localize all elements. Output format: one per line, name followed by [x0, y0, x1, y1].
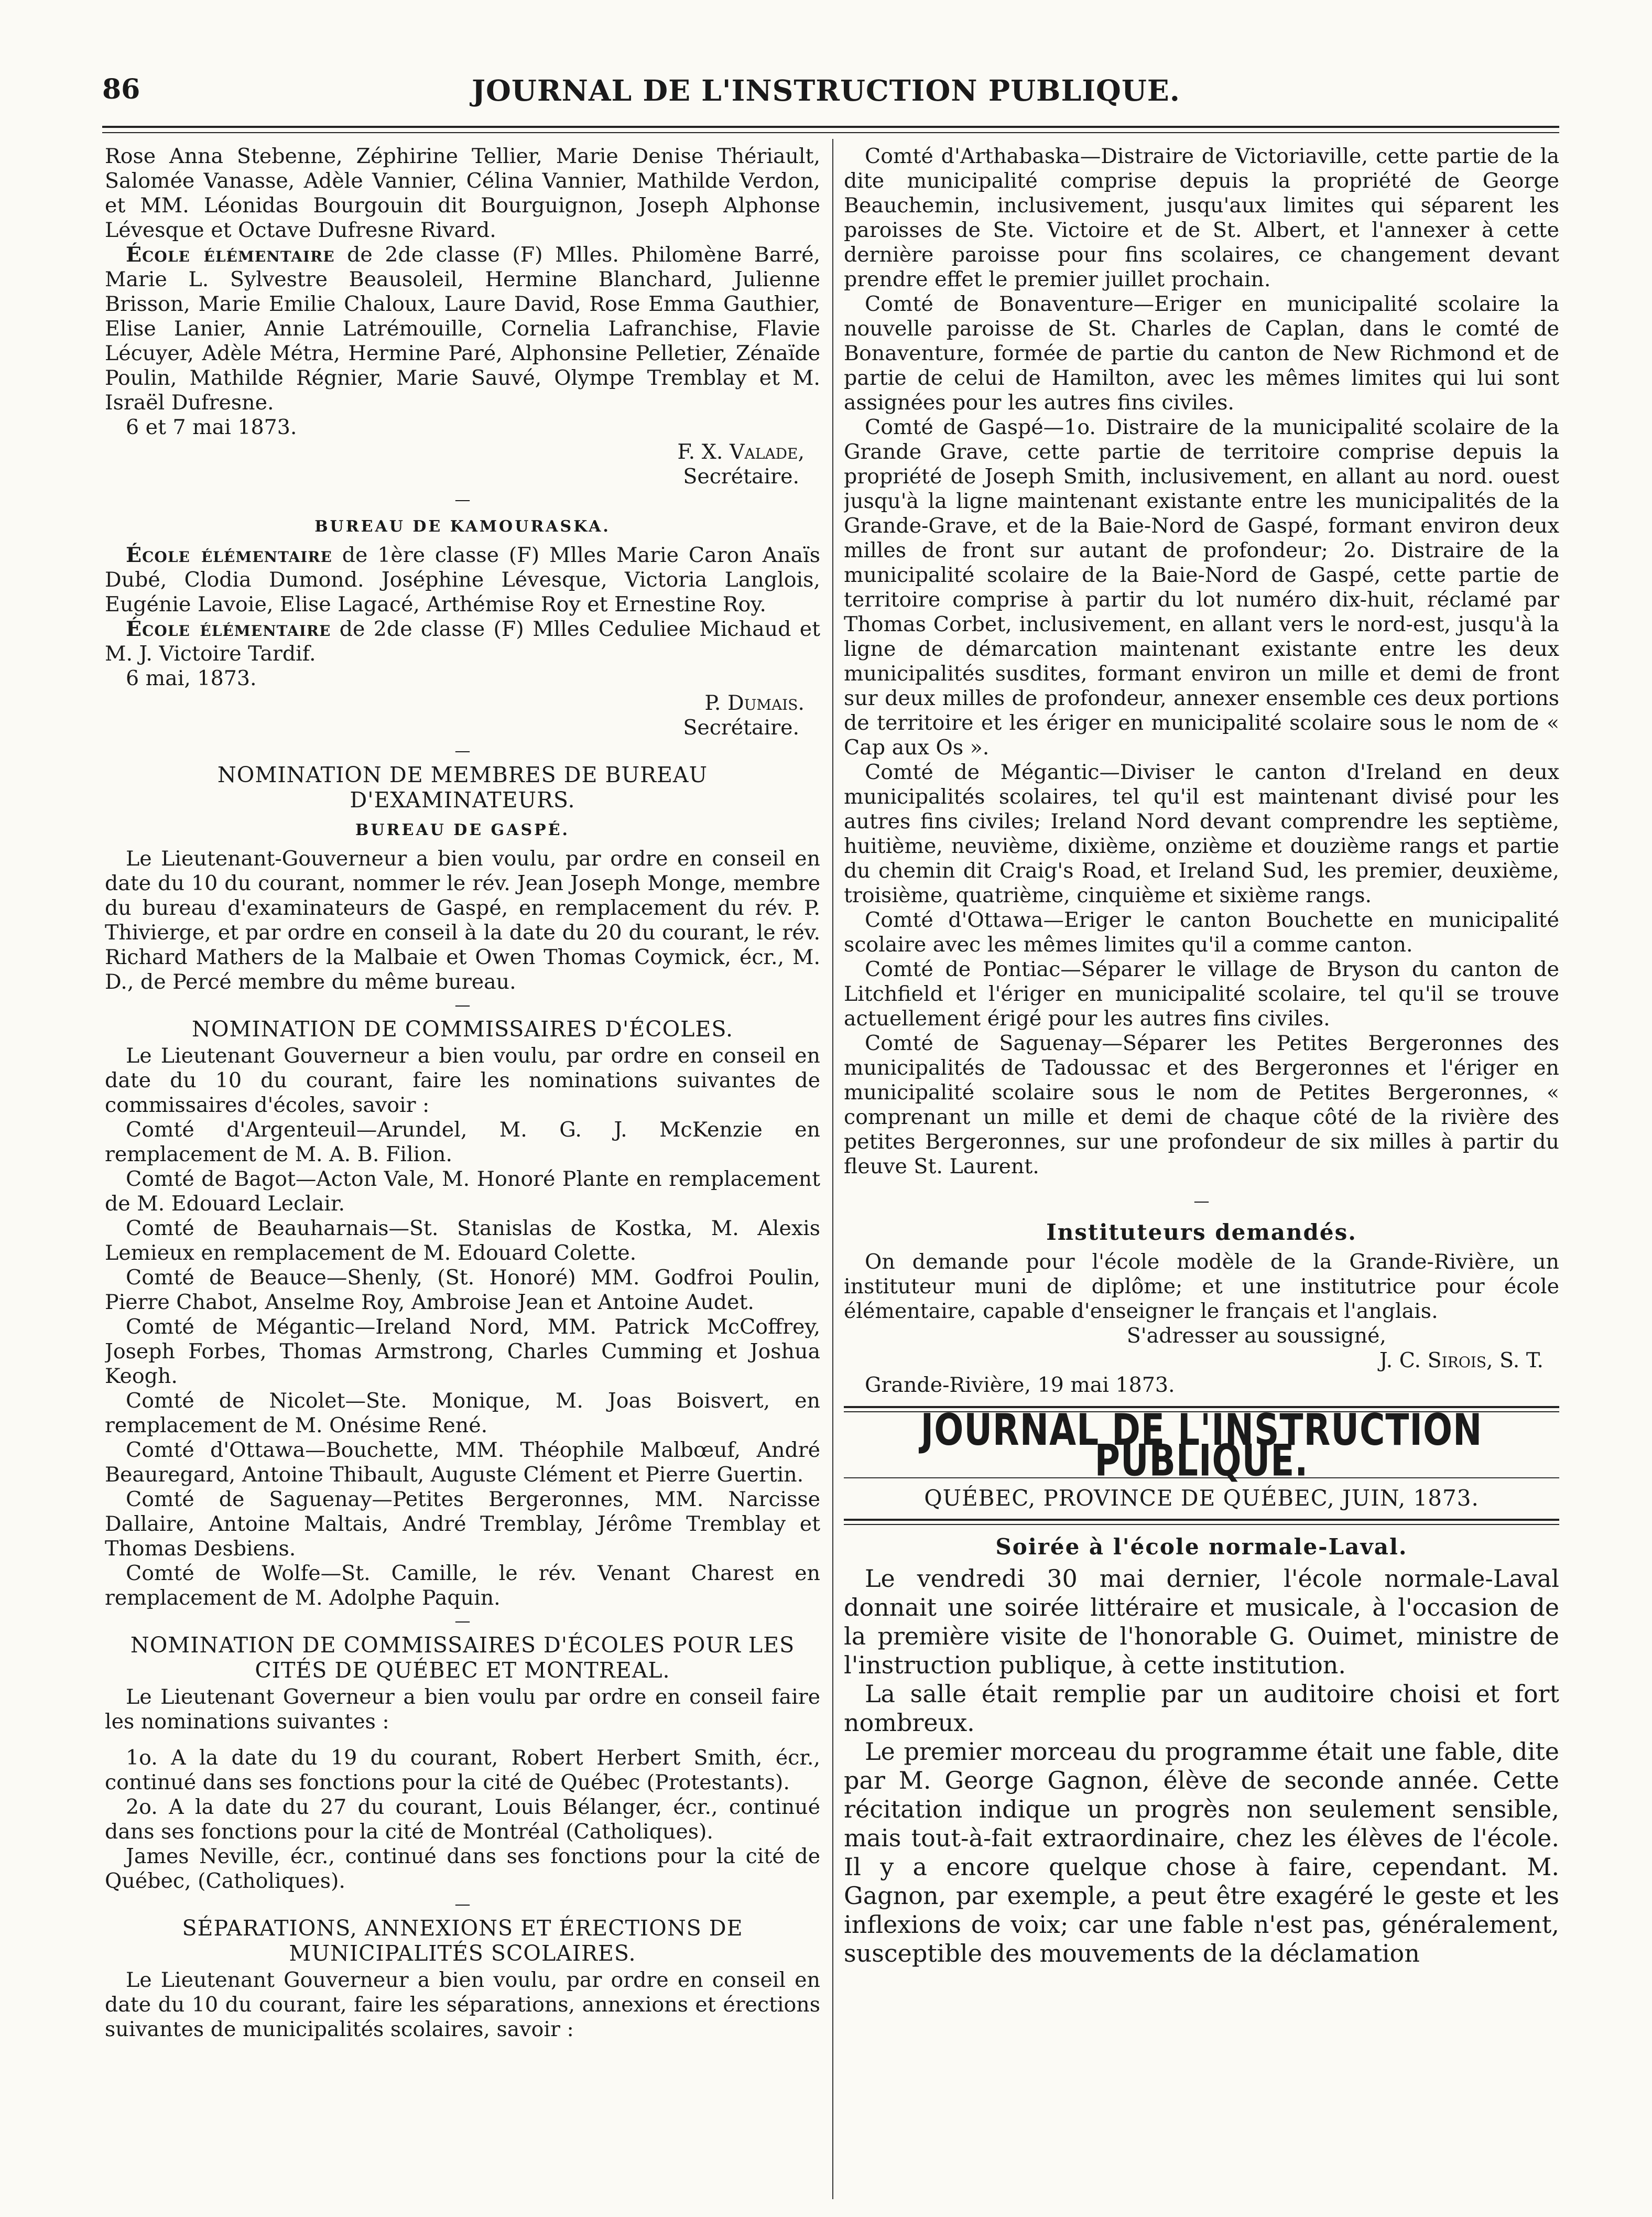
- section-heading: SÉPARATIONS, ANNEXIONS ET ÉRECTIONS DE MUNICIPALITÉS SCOLAIRES.: [182, 1916, 743, 1966]
- masthead: JOURNAL DE L'INSTRUCTION PUBLIQUE.: [920, 1404, 1483, 1486]
- section-heading: NOMINATION DE COMMISSAIRES D'ÉCOLES POUR LES CITÉS DE QUÉBEC ET MONTREAL.: [130, 1632, 795, 1683]
- top-rule: [102, 126, 1559, 133]
- bureau-heading: BUREAU DE GASPÉ.: [355, 821, 570, 839]
- paragraph: Le Lieutenant Gouverneur a bien voulu, par ordre en conseil en date du 10 du courant, faire les nominations suivantes de commissaires d'écoles, savoir :: [105, 1044, 820, 1117]
- comte-entry: Comté de Gaspé—1o. Distraire de la municipalité scolaire de la Grande Grave, cette partie de territoire comprise depuis la propriété de Joseph Smith, inclusivement, en allant au nord. ouest jusqu'à la ligne maintenant existante entre les municipalités de la Grande-Grave, et de la Baie-Nord de Gaspé, formant environ deux milles de front sur autant de profondeur; 2o. Distraire de la municipalité scolaire de la Baie-Nord de Gaspé, cette partie de territoire comprise à partir du lot numéro dix-huit, réclamé par Thomas Corbet, inclusivement, en allant vers le nord-est, jusqu'à la ligne de démarcation maintenant existante entre les deux municipalités susdites, formant environ un mille et demi de front sur deux milles de profondeur, annexer ensemble ces deux portions de territoire et les ériger en municipalité scolaire sous le nom de « Cap aux Os ».: [844, 415, 1559, 760]
- double-rule: [844, 1519, 1559, 1525]
- paragraph: 2o. A la date du 27 du courant, Louis Bélanger, écr., continué dans ses fonctions pour la cité de Montréal (Catholiques).: [105, 1795, 820, 1844]
- page-number: 86: [102, 73, 140, 105]
- signature-name: P. Dumais.: [704, 691, 805, 715]
- spacer: [105, 1734, 820, 1746]
- address-line: S'adresser au soussigné,: [1126, 1324, 1386, 1348]
- comte-entry: Comté d'Argenteuil—Arundel, M. G. J. McKenzie en remplacement de M. A. B. Filion.: [105, 1118, 820, 1166]
- date: 6 mai, 1873.: [126, 666, 257, 690]
- comte-entry: Comté de Pontiac—Séparer le village de Bryson du canton de Litchfield et l'ériger en municipalité scolaire, tel qu'il se trouve actuellement érigé pour les autres fins civiles.: [844, 957, 1559, 1031]
- signature-name: J. C. Sirois, S. T.: [1379, 1348, 1544, 1372]
- comte-entry: Comté de Nicolet—Ste. Monique, M. Joas Boisvert, en remplacement de M. Onésime René.: [105, 1389, 820, 1437]
- paragraph: [105, 243, 820, 415]
- signature-name: F. X. Valade,: [677, 440, 805, 464]
- right-column: [844, 144, 1559, 2199]
- paragraph: 1o. A la date du 19 du courant, Robert Herbert Smith, écr., continué dans ses fonctions pour la cité de Québec (Protestants).: [105, 1746, 820, 1794]
- separator-dash: —: [454, 491, 471, 509]
- bureau-heading: BUREAU DE KAMOURASKA.: [314, 517, 611, 536]
- date: 6 et 7 mai 1873.: [126, 415, 297, 439]
- comte-entry: Comté d'Ottawa—Bouchette, MM. Théophile Malbœuf, André Beauregard, Antoine Thibault, Auguste Clément et Pierre Guertin.: [105, 1438, 820, 1487]
- column-divider: [832, 139, 833, 2199]
- separator-dash: —: [454, 1895, 471, 1913]
- signature: [105, 440, 820, 464]
- paragraph: [105, 543, 820, 617]
- article-heading: Soirée à l'école normale-Laval.: [995, 1534, 1408, 1560]
- spacer: [844, 1179, 1559, 1191]
- comte-entry: Comté de Mégantic—Ireland Nord, MM. Patrick McCoffrey, Joseph Forbes, Thomas Armstrong, Charles Cumming et Joshua Keogh.: [105, 1315, 820, 1388]
- separator-dash: —: [454, 742, 471, 760]
- left-column: [105, 144, 820, 2199]
- paragraph-text: de 1ère classe (F) Mlles Marie Caron Anaïs Dubé, Clodia Dumond. Joséphine Lévesque, Victoria Langlois, Eugénie Lavoie, Elise Lagacé, Arthémise Roy et Ernestine Roy.: [105, 543, 820, 617]
- paragraph: Le premier morceau du programme était une fable, dite par M. George Gagnon, élève de seconde année. Cette récitation indique un progrès non seulement sensible, mais tout-à-fait extraordinaire, chez les élèves de l'école. Il y a encore quelque chose à faire, cependant. M. Gagnon, par exemple, a peut être exagéré le geste et les inflexions de voix; car une fable n'est pas, généralement, susceptible des mouvements de la déclamation: [844, 1737, 1559, 1967]
- school-label: École élémentaire: [126, 243, 335, 267]
- comte-entry: Comté de Bonaventure—Eriger en municipalité scolaire la nouvelle paroisse de St. Charles de Caplan, dans le comté de Bonaventure, formée de partie du canton de New Richmond et de partie de celui de Hamilton, avec les mêmes limites qui lui sont assignées pour les autres fins civiles.: [844, 292, 1559, 415]
- paragraph: [105, 617, 820, 666]
- notice-heading: Instituteurs demandés.: [1046, 1219, 1357, 1245]
- section-heading: NOMINATION DE COMMISSAIRES D'ÉCOLES.: [192, 1016, 733, 1042]
- paragraph: Rose Anna Stebenne, Zéphirine Tellier, Marie Denise Thériault, Salomée Vanasse, Adèle Vannier, Célina Vannier, Mathilde Verdon, et MM. Léonidas Bourgouin dit Bourguignon, Joseph Alphonse Lévesque et Octave Dufresne Rivard.: [105, 144, 820, 242]
- comte-entry: Comté d'Ottawa—Eriger le canton Bouchette en municipalité scolaire avec les mêmes limites qu'il a comme canton.: [844, 908, 1559, 957]
- paragraph: La salle était remplie par un auditoire choisi et fort nombreux.: [844, 1680, 1559, 1737]
- school-label: École élémentaire: [126, 543, 332, 567]
- paragraph: Le Lieutenant Gouverneur a bien voulu, par ordre en conseil en date du 10 du courant, faire les séparations, annexions et érections suivantes de municipalités scolaires, savoir :: [105, 1968, 820, 2041]
- comte-entry: Comté de Mégantic—Diviser le canton d'Ireland en deux municipalités scolaires, tel qu'il est maintenant divisé pour les autres fins civiles; Ireland Nord devant comprendre les septième, huitième, neuvième, dixième, onzième et douzième rangs et partie du chemin dit Craig's Road, et Ireland Sud, les premier, deuxième, troisième, quatrième, cinquième et sixième rangs.: [844, 760, 1559, 907]
- paragraph: Le Lieutenant-Gouverneur a bien voulu, par ordre en conseil en date du 10 du courant, nommer le rév. Jean Joseph Monge, membre du bureau d'examinateurs de Gaspé, en remplacement du rév. P. Thivierge, et par ordre en conseil à la date du 20 du courant, le rév. Richard Mathers de la Malbaie et Owen Thomas Coymick, écr., M. D., de Percé membre du même bureau.: [105, 847, 820, 994]
- comte-entry: Comté de Wolfe—St. Camille, le rév. Venant Charest en remplacement de M. Adolphe Paquin.: [105, 1561, 820, 1610]
- comte-entry: Comté de Beauharnais—St. Stanislas de Kostka, M. Alexis Lemieux en remplacement de M. Edouard Colette.: [105, 1216, 820, 1265]
- signature-title: Secrétaire.: [683, 464, 799, 489]
- paragraph: Le vendredi 30 mai dernier, l'école normale-Laval donnait une soirée littéraire et musicale, à l'occasion de la première visite de l'honorable G. Ouimet, ministre de l'instruction publique, à cette institution.: [844, 1564, 1559, 1679]
- running-head: JOURNAL DE L'INSTRUCTION PUBLIQUE.: [472, 73, 1180, 107]
- paragraph: On demande pour l'école modèle de la Grande-Rivière, un instituteur muni de diplôme; et une institutrice pour école élémentaire, capable d'enseigner le français et l'anglais.: [844, 1250, 1559, 1323]
- separator-dash: —: [454, 1612, 471, 1630]
- comte-entry: Comté de Saguenay—Séparer les Petites Bergeronnes des municipalités de Tadoussac et des Bergeronnes et l'ériger en municipalité scolaire sous le nom de Petites Bergeronnes, « comprenant un mille et demi de chaque côté de la rivière des petites Bergeronnes, sur une profondeur de six milles à partir du fleuve St. Laurent.: [844, 1031, 1559, 1178]
- date: Grande-Rivière, 19 mai 1873.: [865, 1373, 1175, 1397]
- dateline: QUÉBEC, PROVINCE DE QUÉBEC, JUIN, 1873.: [924, 1485, 1479, 1511]
- comte-entry: Comté d'Arthabaska—Distraire de Victoriaville, cette partie de la dite municipalité comprise depuis la propriété de George Beauchemin, inclusivement, jusqu'aux limites qui séparent les paroisses de Ste. Victoire et de St. Albert, et l'annexer à cette dernière paroisse pour fins scolaires, ce changement devant prendre effet le premier juillet prochain.: [844, 144, 1559, 291]
- signature: [105, 691, 820, 716]
- article-body: [844, 1564, 1559, 1968]
- comte-entry: Comté de Beauce—Shenly, (St. Honoré) MM. Godfroi Poulin, Pierre Chabot, Anselme Roy, Ambroise Jean et Antoine Audet.: [105, 1266, 820, 1314]
- paragraph-text: de 2de classe (F) Mlles. Philomène Barré, Marie L. Sylvestre Beausoleil, Hermine Blanchard, Julienne Brisson, Marie Emilie Chaloux, Laure David, Rose Emma Gauthier, Elise Lanier, Annie Latrémouille, Cornelia Lafranchise, Flavie Lécuyer, Adèle Métra, Hermine Paré, Alphonsine Pelletier, Zénaïde Poulin, Mathilde Régnier, Marie Sauvé, Olympe Tremblay et M. Israël Dufresne.: [105, 243, 820, 415]
- school-label: École élémentaire: [126, 617, 331, 641]
- paragraph: Le Lieutenant Governeur a bien voulu par ordre en conseil faire les nominations suivantes :: [105, 1685, 820, 1734]
- separator-dash: —: [1193, 1192, 1210, 1210]
- comte-entry: Comté de Saguenay—Petites Bergeronnes, MM. Narcisse Dallaire, Antoine Maltais, André Tremblay, Jérôme Tremblay et Thomas Desbiens.: [105, 1487, 820, 1561]
- paragraph: James Neville, écr., continué dans ses fonctions pour la cité de Québec, (Catholiques).: [105, 1844, 820, 1893]
- signature-title: Secrétaire.: [683, 716, 799, 740]
- section-heading: NOMINATION DE MEMBRES DE BUREAU D'EXAMINATEURS.: [217, 762, 708, 813]
- separator-dash: —: [454, 996, 471, 1014]
- paragraph-text: de 2de classe (F) Mlles Ceduliee Michaud et M. J. Victoire Tardif.: [105, 617, 820, 666]
- comte-entry: Comté de Bagot—Acton Vale, M. Honoré Plante en remplacement de M. Edouard Leclair.: [105, 1167, 820, 1216]
